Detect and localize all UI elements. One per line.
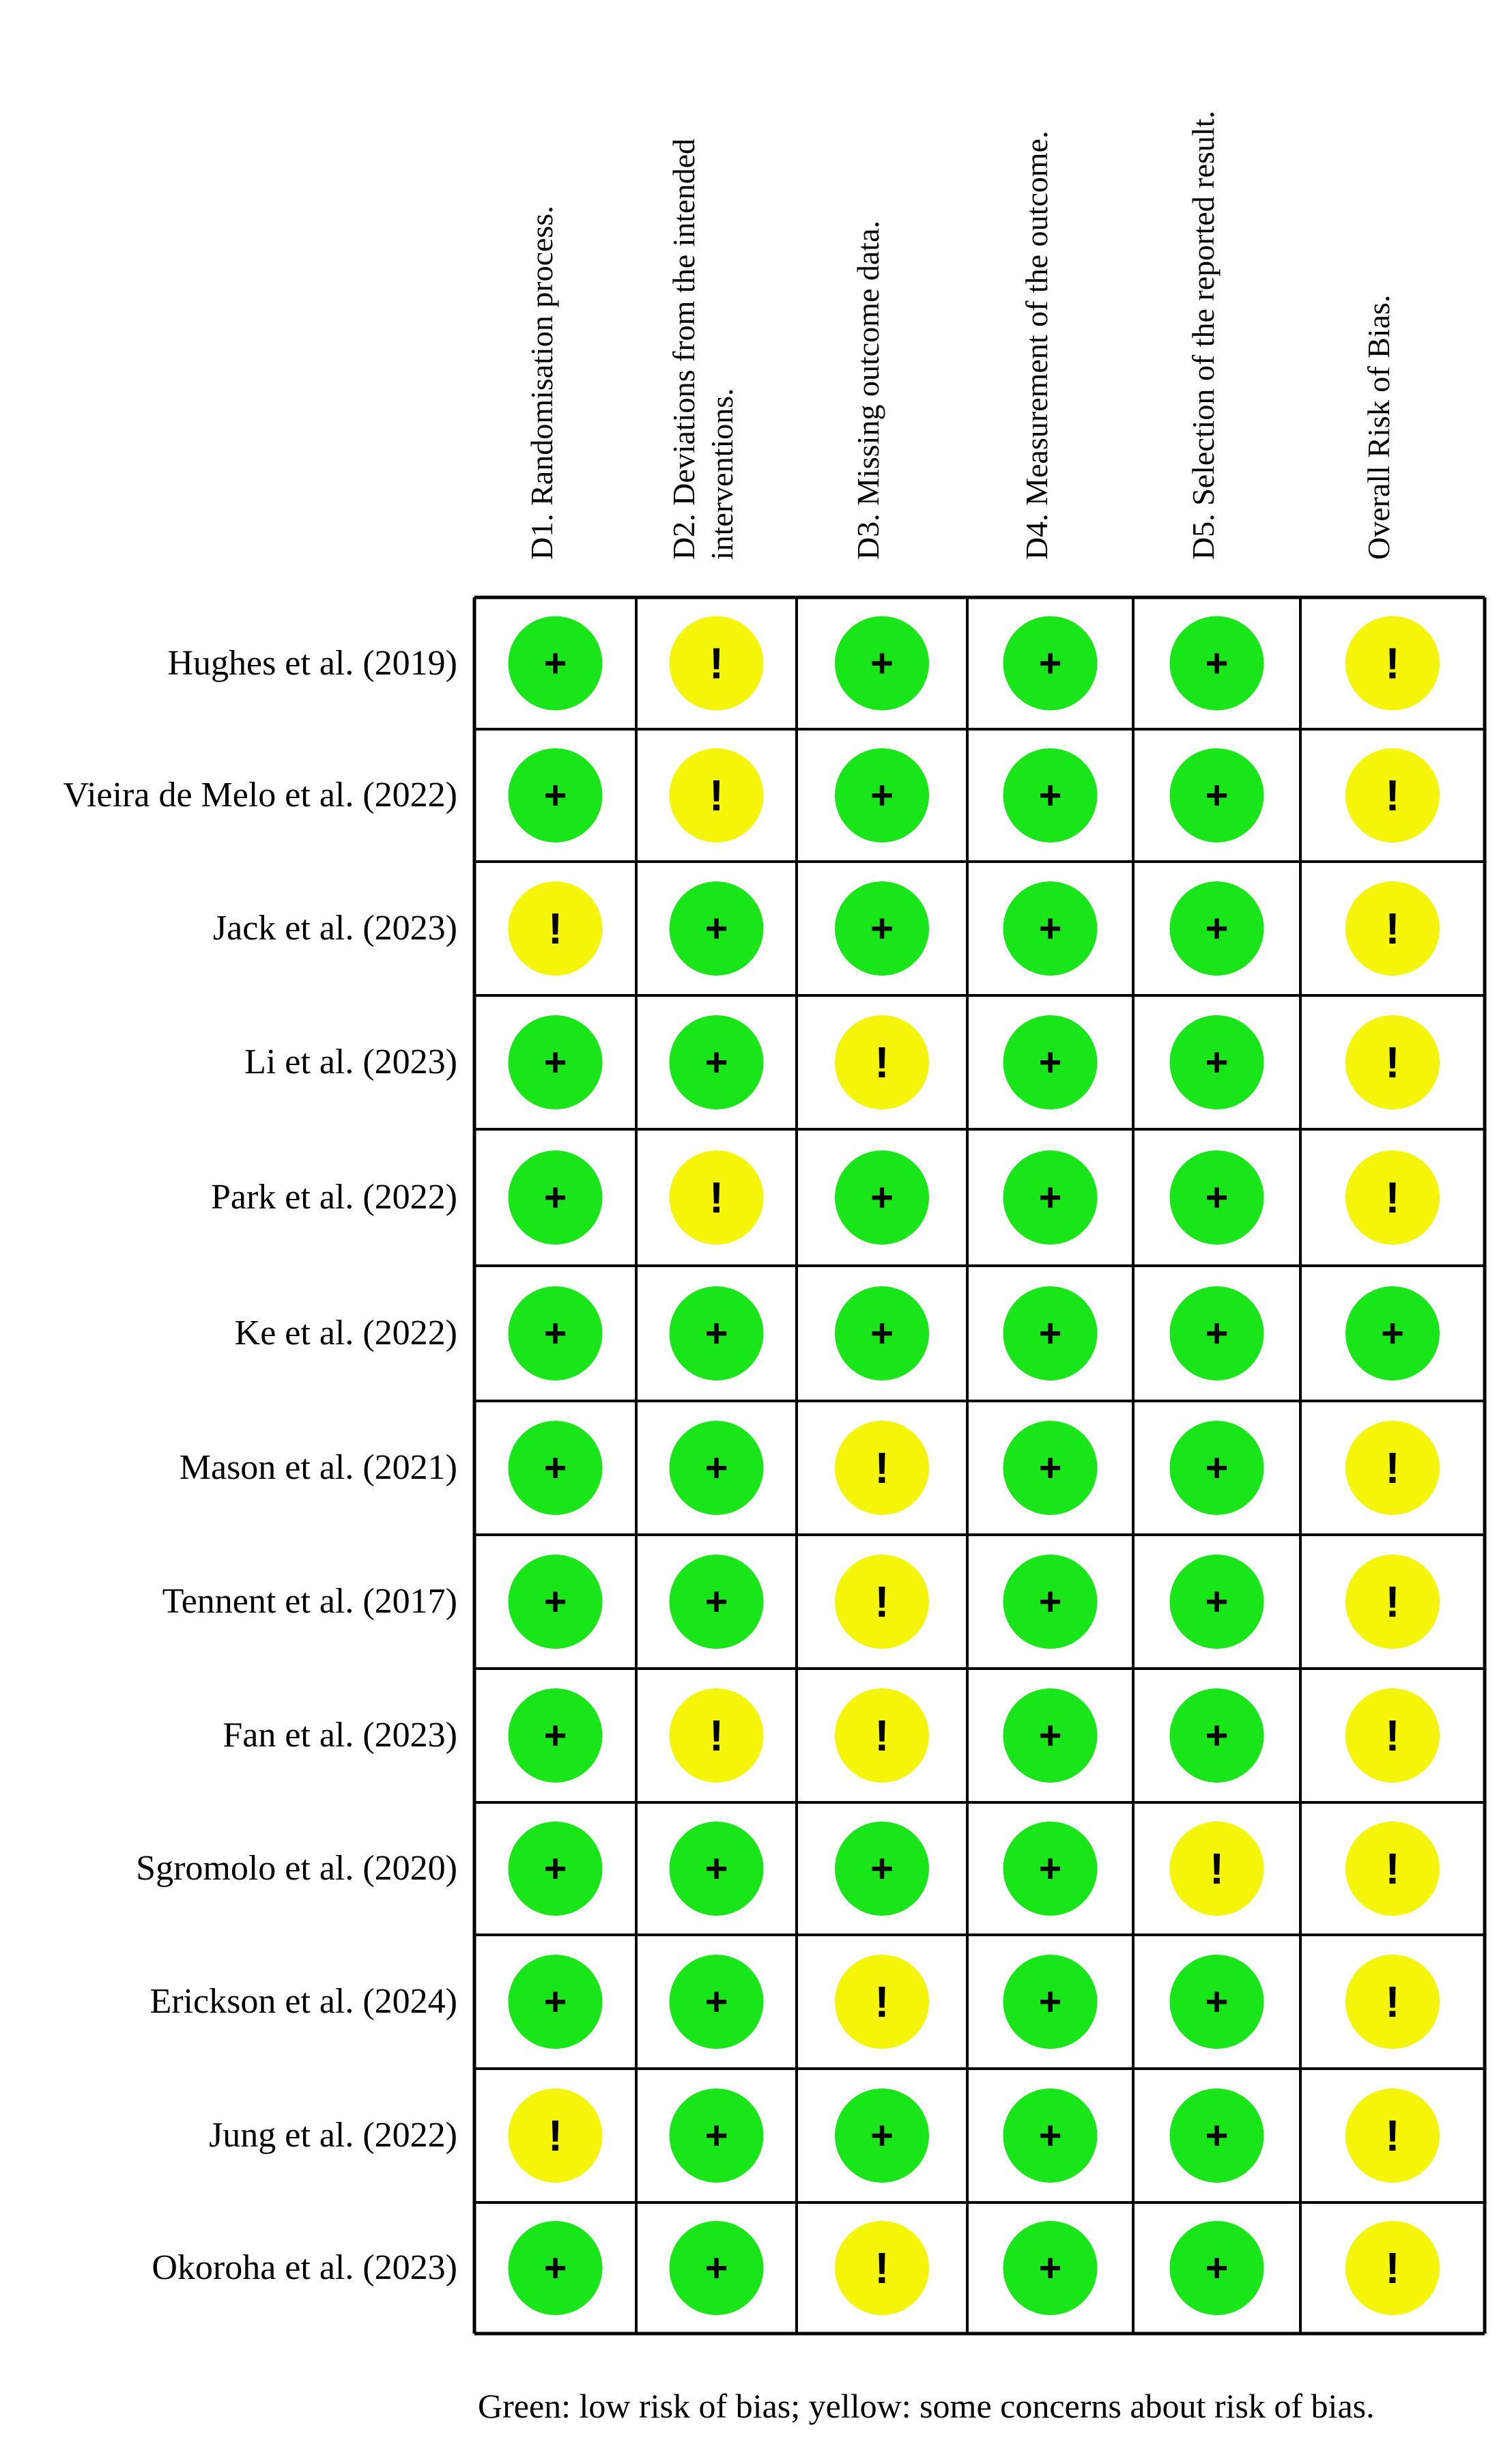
domain-header-line: interventions. xyxy=(704,388,739,560)
rating-low-r3-c0 xyxy=(509,1015,603,1109)
rating-some-r8-c2 xyxy=(835,1688,929,1783)
rating-low-r6-c3 xyxy=(1003,1421,1098,1515)
rating-low-r6-c1 xyxy=(670,1421,764,1515)
rating-symbol: + xyxy=(1038,2113,1062,2158)
rating-low-r7-c0 xyxy=(509,1555,603,1649)
rating-some-r10-c5 xyxy=(1345,1955,1440,2049)
rating-low-r11-c4 xyxy=(1170,2088,1264,2183)
rating-low-r1-c3 xyxy=(1003,748,1098,842)
domain-header-line: D2. Deviations from the intended xyxy=(666,138,701,560)
rating-symbol: + xyxy=(1205,1979,1229,2024)
rating-symbol: + xyxy=(1038,1979,1062,2024)
rating-low-r1-c2 xyxy=(835,748,929,842)
rating-low-r12-c1 xyxy=(670,2221,764,2315)
rating-low-r0-c2 xyxy=(835,617,929,711)
rating-symbol: ! xyxy=(1385,1844,1400,1893)
rating-low-r11-c3 xyxy=(1003,2088,1098,2183)
study-label: Hughes et al. (2019) xyxy=(167,643,457,683)
rating-symbol: + xyxy=(704,2113,728,2158)
rating-low-r4-c2 xyxy=(835,1150,929,1245)
rating-symbol: + xyxy=(870,2113,894,2158)
rating-some-r2-c5 xyxy=(1345,881,1440,976)
rating-low-r6-c0 xyxy=(509,1421,603,1515)
rating-symbol: + xyxy=(1038,906,1062,951)
rating-low-r5-c3 xyxy=(1003,1286,1098,1380)
study-label: Okoroha et al. (2023) xyxy=(152,2248,457,2287)
rating-some-r9-c4 xyxy=(1170,1822,1264,1916)
rating-symbol: ! xyxy=(1385,771,1400,820)
rating-symbol: ! xyxy=(874,1038,889,1087)
rating-low-r9-c3 xyxy=(1003,1822,1098,1916)
rating-some-r1-c1 xyxy=(670,748,764,842)
rating-symbol: + xyxy=(1038,1040,1062,1085)
rating-symbol: ! xyxy=(874,1711,889,1760)
study-label: Park et al. (2022) xyxy=(210,1178,457,1217)
rating-symbol: ! xyxy=(709,1173,724,1222)
rating-symbol: + xyxy=(870,1175,894,1220)
rating-symbol: ! xyxy=(709,638,724,688)
rating-some-r1-c5 xyxy=(1345,748,1440,842)
rating-symbol: + xyxy=(1205,773,1229,818)
rating-symbol: + xyxy=(1038,1713,1062,1758)
study-label: Jack et al. (2023) xyxy=(212,909,457,948)
rating-symbol: ! xyxy=(709,1711,724,1760)
rating-low-r10-c0 xyxy=(509,1955,603,2049)
rating-symbol: + xyxy=(704,1846,728,1891)
rating-symbol: + xyxy=(1205,2245,1229,2291)
study-label: Mason et al. (2021) xyxy=(179,1448,457,1487)
rating-some-r4-c1 xyxy=(670,1150,764,1245)
rating-symbol: + xyxy=(704,1311,728,1356)
rating-symbol: ! xyxy=(1385,1173,1400,1222)
rating-low-r2-c1 xyxy=(670,881,764,976)
rating-symbol: ! xyxy=(1385,1443,1400,1492)
domain-header-line: D3. Missing outcome data. xyxy=(851,221,885,560)
rating-symbol: ! xyxy=(1385,904,1400,953)
rating-symbol: + xyxy=(1381,1311,1404,1356)
rating-low-r12-c4 xyxy=(1170,2221,1264,2315)
study-label: Erickson et al. (2024) xyxy=(149,1982,457,2021)
study-label: Tennent et al. (2017) xyxy=(162,1582,457,1621)
rating-symbol: + xyxy=(543,773,567,818)
rating-symbol: + xyxy=(704,1579,728,1624)
rating-low-r3-c3 xyxy=(1003,1015,1098,1109)
rating-symbol: ! xyxy=(1385,2111,1400,2160)
rating-symbol: + xyxy=(1038,1311,1062,1356)
rating-symbol: + xyxy=(543,1175,567,1220)
rating-symbol: + xyxy=(1205,906,1229,951)
rating-some-r3-c2 xyxy=(835,1015,929,1109)
rating-some-r7-c2 xyxy=(835,1555,929,1649)
rating-low-r1-c4 xyxy=(1170,748,1264,842)
rating-symbol: + xyxy=(1205,1175,1229,1220)
rating-symbol: ! xyxy=(1385,2243,1400,2293)
rating-low-r9-c1 xyxy=(670,1822,764,1916)
domain-header-line: D5. Selection of the reported result. xyxy=(1185,111,1221,560)
rating-symbol: + xyxy=(1205,1445,1229,1490)
rating-symbol: + xyxy=(543,1979,567,2024)
study-label: Jung et al. (2022) xyxy=(209,2116,457,2155)
rating-low-r5-c2 xyxy=(835,1286,929,1380)
rating-low-r1-c0 xyxy=(509,748,603,842)
legend-caption: Green: low risk of bias; yellow: some concerns about risk of bias. xyxy=(478,2387,1375,2425)
rating-symbol: + xyxy=(543,1579,567,1624)
rating-symbol: ! xyxy=(1385,1977,1400,2026)
rating-low-r2-c2 xyxy=(835,881,929,976)
rating-symbol: + xyxy=(1038,1445,1062,1490)
domain-header-line: D4. Measurement of the outcome. xyxy=(1018,130,1054,560)
rating-low-r9-c0 xyxy=(509,1822,603,1916)
rating-low-r8-c0 xyxy=(509,1688,603,1783)
rating-symbol: + xyxy=(704,2245,728,2291)
rating-symbol: + xyxy=(870,773,894,818)
rating-symbol: + xyxy=(1205,1040,1229,1085)
rating-symbol: + xyxy=(543,2245,567,2291)
rating-some-r10-c2 xyxy=(835,1955,929,2049)
rating-low-r7-c1 xyxy=(670,1555,764,1649)
rating-symbol: + xyxy=(870,641,894,685)
rating-some-r6-c2 xyxy=(835,1421,929,1515)
rating-low-r7-c3 xyxy=(1003,1555,1098,1649)
rating-symbol: + xyxy=(1205,1713,1229,1758)
rating-low-r8-c3 xyxy=(1003,1688,1098,1783)
rating-low-r5-c1 xyxy=(670,1286,764,1380)
rating-low-r4-c3 xyxy=(1003,1150,1098,1245)
rating-symbol: + xyxy=(704,906,728,951)
rating-some-r8-c1 xyxy=(670,1688,764,1783)
rating-some-r2-c0 xyxy=(509,881,603,976)
rating-symbol: + xyxy=(870,1311,894,1356)
rating-low-r5-c5 xyxy=(1345,1286,1440,1380)
rating-some-r9-c5 xyxy=(1345,1822,1440,1916)
rating-low-r10-c3 xyxy=(1003,1955,1098,2049)
rating-low-r3-c4 xyxy=(1170,1015,1264,1109)
domain-header-line: Overall Risk of Bias. xyxy=(1361,294,1396,560)
rating-low-r0-c3 xyxy=(1003,617,1098,711)
rating-low-r0-c4 xyxy=(1170,617,1264,711)
rating-symbol: + xyxy=(543,1311,567,1356)
rating-symbol: + xyxy=(543,1713,567,1758)
rating-symbol: ! xyxy=(874,1577,889,1626)
rating-symbol: + xyxy=(1205,1579,1229,1624)
rating-some-r12-c2 xyxy=(835,2221,929,2315)
rating-low-r10-c1 xyxy=(670,1955,764,2049)
rating-low-r4-c0 xyxy=(509,1150,603,1245)
rating-some-r11-c0 xyxy=(509,2088,603,2183)
rating-some-r0-c1 xyxy=(670,617,764,711)
rating-low-r8-c4 xyxy=(1170,1688,1264,1783)
rating-symbol: ! xyxy=(547,2111,563,2160)
rating-low-r12-c0 xyxy=(509,2221,603,2315)
rating-symbol: + xyxy=(1038,2245,1062,2291)
rating-some-r0-c5 xyxy=(1345,617,1440,711)
rating-symbol: + xyxy=(1038,641,1062,685)
study-label: Ke et al. (2022) xyxy=(234,1314,457,1352)
study-label: Fan et al. (2023) xyxy=(223,1716,457,1755)
rating-symbol: ! xyxy=(1385,1577,1400,1626)
rating-low-r9-c2 xyxy=(835,1822,929,1916)
rating-some-r7-c5 xyxy=(1345,1555,1440,1649)
rating-symbol: + xyxy=(1038,773,1062,818)
rating-low-r0-c0 xyxy=(509,617,603,711)
rating-symbol: ! xyxy=(1385,638,1400,688)
rating-low-r5-c4 xyxy=(1170,1286,1264,1380)
rating-symbol: + xyxy=(543,641,567,685)
rating-low-r5-c0 xyxy=(509,1286,603,1380)
rating-symbol: ! xyxy=(547,904,563,953)
rating-symbol: ! xyxy=(1385,1711,1400,1760)
rating-low-r2-c3 xyxy=(1003,881,1098,976)
rating-symbol: + xyxy=(543,1040,567,1085)
rating-symbol: ! xyxy=(874,2243,889,2293)
rating-symbol: + xyxy=(1205,641,1229,685)
rating-symbol: + xyxy=(543,1445,567,1490)
rating-symbol: + xyxy=(1038,1846,1062,1891)
rating-low-r4-c4 xyxy=(1170,1150,1264,1245)
study-label: Sgromolo et al. (2020) xyxy=(136,1849,457,1888)
rating-some-r4-c5 xyxy=(1345,1150,1440,1245)
rating-some-r3-c5 xyxy=(1345,1015,1440,1109)
rating-some-r12-c5 xyxy=(1345,2221,1440,2315)
rating-symbol: + xyxy=(870,1846,894,1891)
rating-low-r11-c2 xyxy=(835,2088,929,2183)
rating-symbol: + xyxy=(1205,2113,1229,2158)
rating-some-r8-c5 xyxy=(1345,1688,1440,1783)
rating-symbol: + xyxy=(543,1846,567,1891)
rating-low-r12-c3 xyxy=(1003,2221,1098,2315)
rating-symbol: + xyxy=(704,1445,728,1490)
rating-symbol: ! xyxy=(874,1443,889,1492)
rating-symbol: + xyxy=(704,1040,728,1085)
rating-symbol: + xyxy=(1038,1579,1062,1624)
rating-low-r7-c4 xyxy=(1170,1555,1264,1649)
rating-low-r3-c1 xyxy=(670,1015,764,1109)
rating-symbol: + xyxy=(704,1979,728,2024)
rating-some-r6-c5 xyxy=(1345,1421,1440,1515)
rating-symbol: + xyxy=(1205,1311,1229,1356)
rating-some-r11-c5 xyxy=(1345,2088,1440,2183)
rating-low-r10-c4 xyxy=(1170,1955,1264,2049)
rating-symbol: ! xyxy=(874,1977,889,2026)
study-label: Vieira de Melo et al. (2022) xyxy=(63,776,457,814)
rating-low-r11-c1 xyxy=(670,2088,764,2183)
rating-symbol: + xyxy=(870,906,894,951)
rating-symbol: ! xyxy=(1209,1844,1225,1893)
rating-symbol: ! xyxy=(1385,1038,1400,1087)
study-label: Li et al. (2023) xyxy=(244,1043,457,1081)
rating-symbol: ! xyxy=(709,771,724,820)
rating-low-r2-c4 xyxy=(1170,881,1264,976)
rating-symbol: + xyxy=(1038,1175,1062,1220)
domain-header-line: D1. Randomisation process. xyxy=(524,206,559,560)
rating-low-r6-c4 xyxy=(1170,1421,1264,1515)
